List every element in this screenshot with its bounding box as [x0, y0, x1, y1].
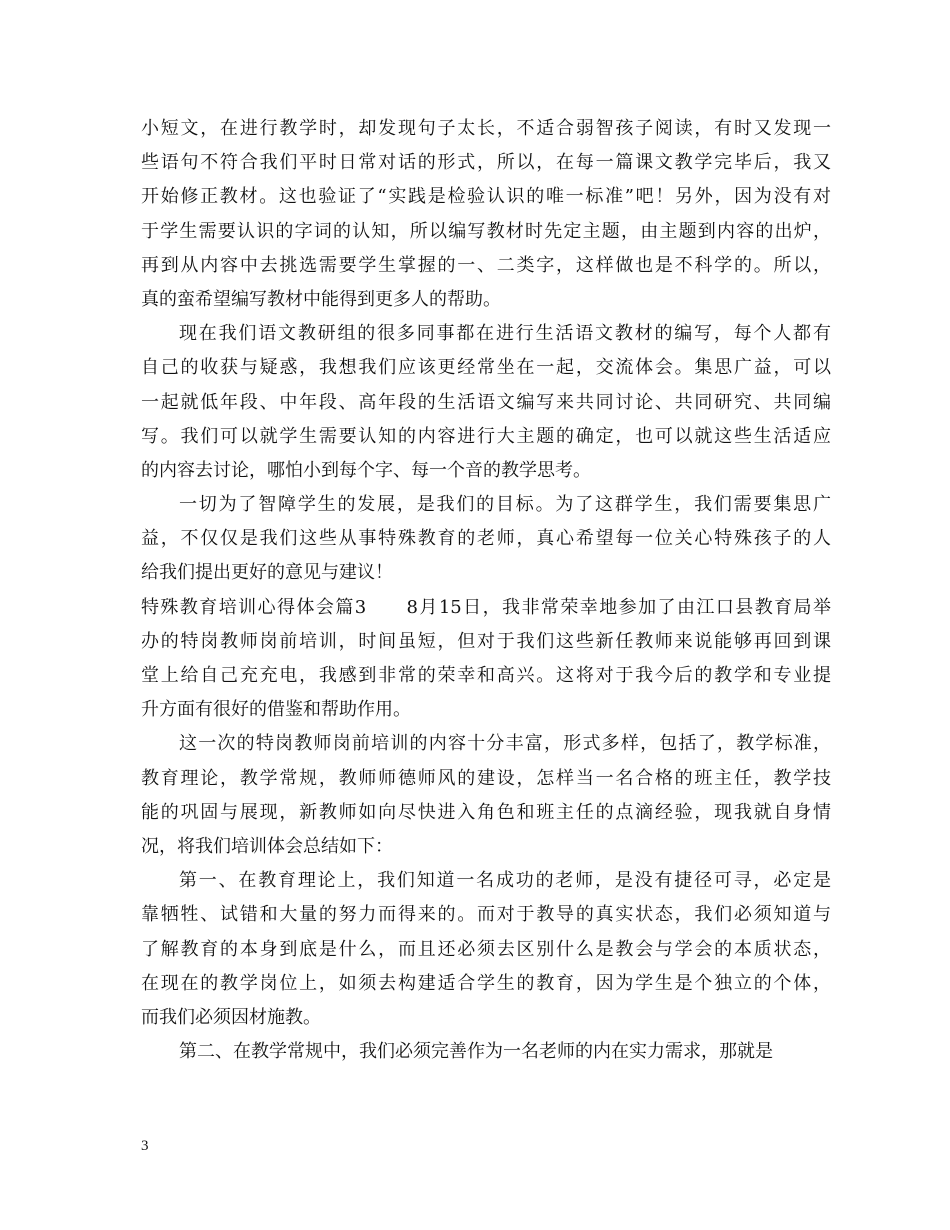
text-line: 给我们提出更好的意见与建议！: [141, 562, 393, 584]
text-line: 真的蛮希望编写教材中能得到更多人的帮助。: [141, 288, 501, 310]
paragraph: [141, 591, 831, 728]
text-line: 靠牺牲、试错和大量的努力而得来的。而对于教导的真实状态，我们必须知道与: [141, 904, 831, 926]
text-line: 些语句不符合我们平时日常对话的形式，所以，在每一篇课文教学完毕后，我又: [141, 152, 831, 174]
text-line: 于学生需要认识的字词的认知，所以编写教材时先定主题，由主题到内容的出炉，: [141, 220, 831, 242]
text-line: 况，将我们培训体会总结如下：: [141, 835, 393, 857]
text-line: 自己的收获与疑惑，我想我们应该更经常坐在一起，交流体会。集思广益，可以: [141, 357, 831, 379]
text-line: 再到从内容中去挑选需要学生掌握的一、二类字，这样做也是不科学的。所以，: [141, 254, 831, 276]
document-body: [141, 112, 831, 1069]
page-number: 3: [141, 1138, 149, 1154]
text-line: 小短文，在进行教学时，却发现句子太长，不适合弱智孩子阅读，有时又发现一: [141, 118, 831, 139]
text-line: 了解教育的本身到底是什么，而且还必须去区别什么是教会与学会的本质状态，: [141, 938, 831, 960]
text-line: 的内容去讨论，哪怕小到每个字、每一个音的教学思考。: [141, 459, 591, 481]
paragraph: [141, 727, 831, 864]
paragraph: [141, 112, 831, 317]
text-line: 办的特岗教师岗前培训，时间虽短，但对于我们这些新任教师来说能够再回到课: [141, 630, 831, 652]
text-line: 写。我们可以就学生需要认知的内容进行大主题的确定，也可以就这些生活适应: [141, 425, 831, 447]
text-line: 第二、在教学常规中，我们必须完善作为一名老师的内在实力需求，那就是: [179, 1041, 773, 1063]
text-line: 第一、在教育理论上，我们知道一名成功的老师，是没有捷径可寻，必定是: [179, 870, 831, 892]
paragraph: [141, 1035, 831, 1069]
text-line: 而我们必须因材施教。: [141, 1006, 321, 1028]
text-line: 在现在的教学岗位上，如须去构建适合学生的教育，因为学生是个独立的个体，: [141, 972, 831, 994]
text-line: 堂上给自己充充电，我感到非常的荣幸和高兴。这将对于我今后的教学和专业提: [141, 665, 831, 686]
text-line: 开始修正教材。这也验证了“实践是检验认识的唯一标准”吧！另外，因为没有对: [141, 186, 831, 208]
text-line: 一切为了智障学生的发展，是我们的目标。为了这群学生，我们需要集思广: [179, 494, 831, 516]
text-line: 一起就低年段、中年段、高年段的生活语文编写来共同讨论、共同研究、共同编: [141, 391, 831, 413]
text-line: 升方面有很好的借鉴和帮助作用。: [141, 699, 411, 721]
paragraph: [141, 488, 831, 591]
text-line: 教育理论，教学常规，教师师德师风的建设，怎样当一名合格的班主任，教学技: [141, 767, 831, 789]
text-line: 能的巩固与展现，新教师如向尽快进入角色和班主任的点滴经验，现我就自身情: [141, 801, 831, 823]
text-line: 这一次的特岗教师岗前培训的内容十分丰富，形式多样，包括了，教学标准，: [179, 733, 831, 755]
paragraph: [141, 317, 831, 488]
paragraph: [141, 864, 831, 1035]
text-line: 现在我们语文教研组的很多同事都在进行生活语文教材的编写，每个人都有: [179, 323, 831, 345]
text-line: 特殊教育培训心得体会篇3 8月15日，我非常荣幸地参加了由江口县教育局举: [141, 596, 831, 618]
text-line: 益，不仅仅是我们这些从事特殊教育的老师，真心希望每一位关心特殊孩子的人: [141, 528, 831, 550]
